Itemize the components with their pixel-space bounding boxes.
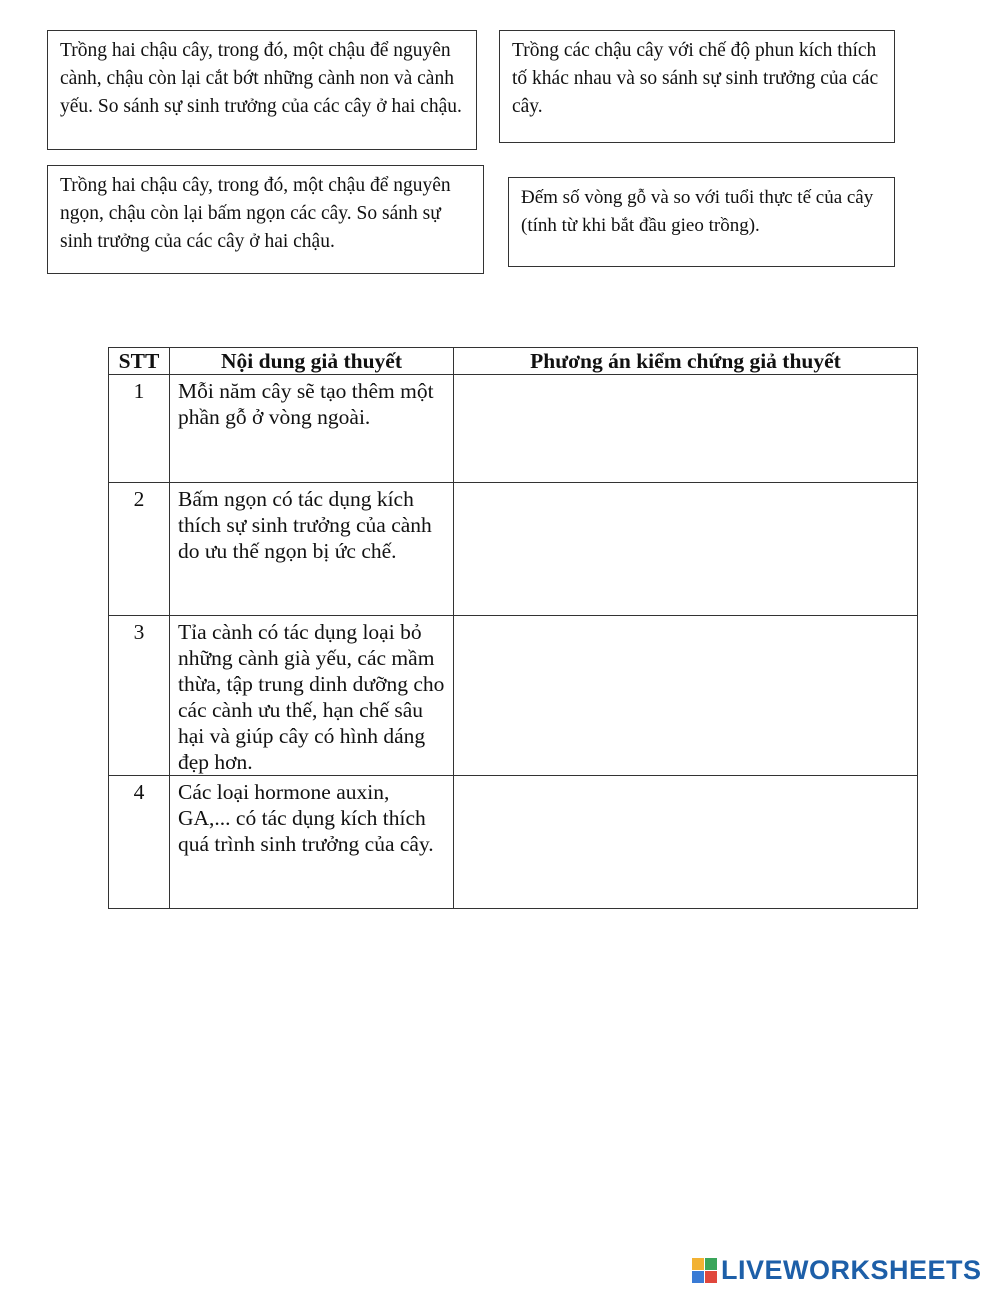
answer-drop-zone-2[interactable] <box>454 483 918 616</box>
logo-square <box>705 1271 717 1283</box>
logo-square <box>692 1258 704 1270</box>
hypothesis-table <box>108 347 918 909</box>
hypothesis-text: Bấm ngọn có tác dụng kích thích sự sinh trưởng của cành do ưu thế ngọn bị ức chế. <box>170 483 454 616</box>
row-number: 1 <box>109 375 170 483</box>
logo-square <box>692 1271 704 1283</box>
row-number: 3 <box>109 616 170 776</box>
logo-square <box>705 1258 717 1270</box>
liveworksheets-branding <box>692 1254 982 1286</box>
table-row <box>109 483 918 616</box>
hypothesis-text: Tỉa cành có tác dụng loại bỏ những cành già yếu, các mầm thừa, tập trung dinh dưỡng cho các cành ưu thế, hạn chế sâu hại và giúp cây có hình dáng đẹp hơn. <box>170 616 454 776</box>
liveworksheets-logo-icon <box>692 1258 717 1283</box>
header-stt: STT <box>109 348 170 375</box>
answer-drop-zone-3[interactable] <box>454 616 918 776</box>
answer-card-3[interactable]: Trồng hai chậu cây, trong đó, một chậu để nguyên ngọn, chậu còn lại bấm ngọn các cây. So sánh sự sinh trưởng của các cây ở hai chậu. <box>47 165 484 274</box>
answer-drop-zone-1[interactable] <box>454 375 918 483</box>
table-row <box>109 776 918 909</box>
hypothesis-text: Mỗi năm cây sẽ tạo thêm một phần gỗ ở vòng ngoài. <box>170 375 454 483</box>
row-number: 2 <box>109 483 170 616</box>
brand-name: LIVEWORKSHEETS <box>721 1254 982 1285</box>
table-row <box>109 616 918 776</box>
answer-drop-zone-4[interactable] <box>454 776 918 909</box>
answer-card-1[interactable]: Trồng hai chậu cây, trong đó, một chậu để nguyên cành, chậu còn lại cắt bớt những cành non và cành yếu. So sánh sự sinh trưởng của các cây ở hai chậu. <box>47 30 477 150</box>
header-verification-method: Phương án kiểm chứng giả thuyết <box>454 348 918 375</box>
answer-card-2[interactable]: Trồng các chậu cây với chế độ phun kích thích tố khác nhau và so sánh sự sinh trưởng của các cây. <box>499 30 895 143</box>
table-row <box>109 375 918 483</box>
row-number: 4 <box>109 776 170 909</box>
table-header-row <box>109 348 918 375</box>
header-hypothesis: Nội dung giả thuyết <box>170 348 454 375</box>
hypothesis-text: Các loại hormone auxin, GA,... có tác dụng kích thích quá trình sinh trưởng của cây. <box>170 776 454 909</box>
answer-card-4[interactable]: Đếm số vòng gỗ và so với tuổi thực tế của cây (tính từ khi bắt đầu gieo trồng). <box>508 177 895 267</box>
